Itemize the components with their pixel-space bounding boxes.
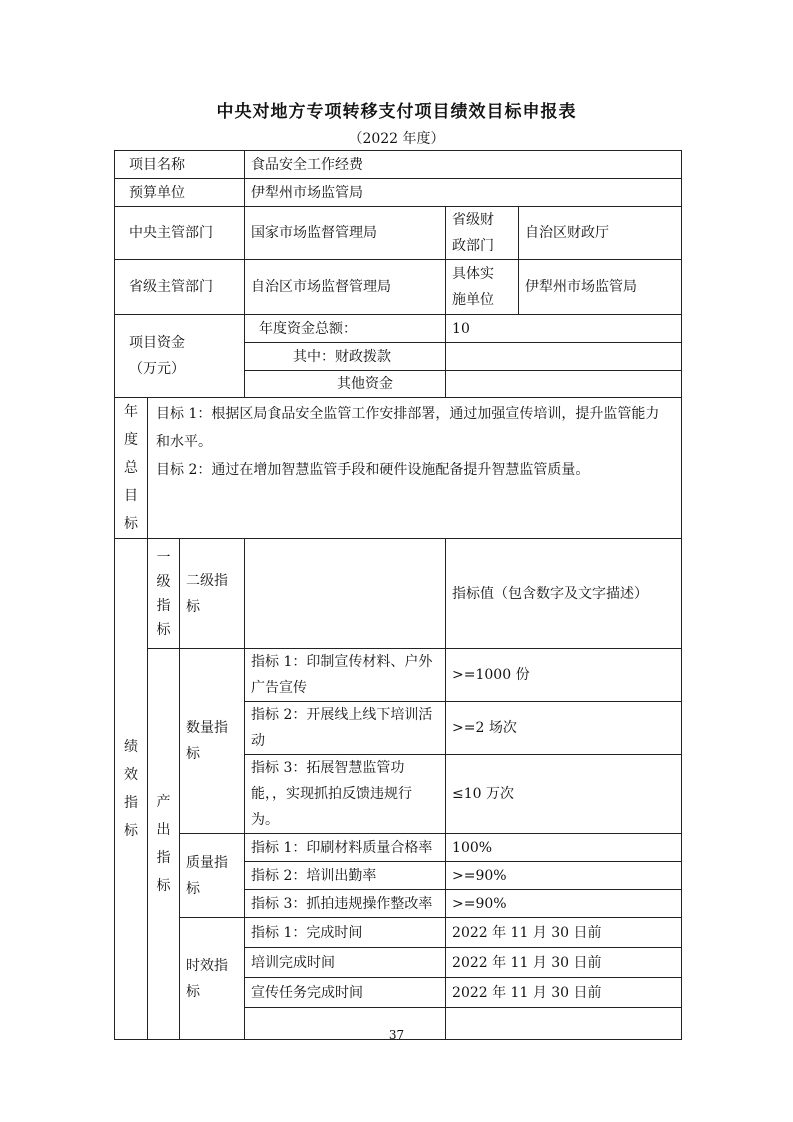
prov-fin-label-line2: 政部门 [452,238,495,254]
indicator-name: 指标 2：开展线上线下培训活动 [245,702,446,755]
central-dept-row [115,207,682,260]
impl-unit-label [446,260,519,315]
output-indicator-label [148,649,180,1040]
indicator-value: ≤10 万次 [446,755,682,834]
impl-unit-label-line1: 具体实 [452,266,495,282]
indicator-name: 指标 2：培训出勤率 [245,862,446,890]
table-row [115,918,682,948]
project-name-row [115,151,682,179]
performance-table [114,150,682,1040]
annual-goal-label [115,398,148,539]
fiscal-label: 其中：财政拨款 [245,343,446,371]
level1-char: 级 [156,573,171,590]
funds-label [115,315,245,398]
indicator-name: 指标 3：抓拍违规操作整改率 [245,890,446,918]
project-name-label: 项目名称 [115,151,245,179]
prov-dept-value: 自治区市场监督管理局 [245,260,446,315]
central-dept-value: 国家市场监督管理局 [245,207,446,260]
level1-char: 指 [156,597,171,614]
level1-header [148,539,180,649]
performance-char: 效 [124,767,138,783]
funds-label-line2: （万元） [129,361,185,377]
prov-dept-label: 省级主管部门 [115,260,245,315]
annual-goal-char: 度 [124,432,138,448]
indicator-value: 2022 年 11 月 30 日前 [446,948,682,978]
indicator-name: 宣传任务完成时间 [245,978,446,1008]
quality-indicator-label: 质量指标 [180,834,245,918]
level2-header: 二级指标 [180,539,245,649]
indicator-value: 2022 年 11 月 30 日前 [446,978,682,1008]
indicator-name: 培训完成时间 [245,948,446,978]
indicator-value-header: 指标值（包含数字及文字描述） [446,539,682,649]
other-funds-value [446,371,682,398]
indicator-name: 指标 1：印制宣传材料、户外广告宣传 [245,649,446,702]
indicator-header [245,539,446,649]
annual-total-value: 10 [446,315,682,343]
page-number: 37 [388,1028,405,1042]
annual-goal-char: 年 [124,404,138,420]
indicator-name: 指标 3：拓展智慧监管功能，，实现抓拍反馈违规行为。 [245,755,446,834]
performance-label [115,539,148,1040]
page-title: 中央对地方专项转移支付项目绩效目标申报表 [216,102,577,122]
output-char: 出 [156,822,171,838]
quantity-indicator-label: 数量指标 [180,649,245,834]
impl-unit-label-line2: 施单位 [452,292,495,308]
prov-fin-label [446,207,519,260]
indicator-value: 2022 年 11 月 30 日前 [446,918,682,948]
fiscal-value [446,343,682,371]
output-char: 指 [156,850,171,866]
indicator-value: >=90% [446,862,682,890]
prov-fin-value: 自治区财政厅 [519,207,682,260]
prov-fin-label-line1: 省级财 [452,212,495,228]
budget-unit-row [115,179,682,207]
funds-label-line1: 项目资金 [129,335,185,351]
indicator-name: 指标 1：印刷材料质量合格率 [245,834,446,862]
impl-unit-value: 伊犁州市场监管局 [519,260,682,315]
project-name-value: 食品安全工作经费 [245,151,682,179]
indicator-value: >=2 场次 [446,702,682,755]
table-row [115,834,682,862]
budget-unit-label: 预算单位 [115,179,245,207]
level1-char: 一 [156,549,171,566]
central-dept-label: 中央主管部门 [115,207,245,260]
goal-2: 目标 2：通过在增加智慧监管手段和硬件设施配备提升智慧监管质量。 [156,462,590,478]
performance-char: 标 [124,823,138,839]
goal-1: 目标 1：根据区局食品安全监管工作安排部署，通过加强宣传培训，提升监管能力和水平。 [156,406,660,450]
indicator-value: >=1000 份 [446,649,682,702]
annual-goal-char: 目 [124,488,138,504]
table-row [115,649,682,702]
annual-total-label: 年度资金总额： [245,315,446,343]
other-funds-label: 其他资金 [245,371,446,398]
indicator-value: >=90% [446,890,682,918]
performance-char: 绩 [124,739,138,755]
page-subtitle: （2022 年度） [348,131,445,147]
annual-goal-char: 标 [124,516,138,532]
annual-total-row [115,315,682,343]
annual-goal-row [115,398,682,539]
output-char: 标 [156,878,171,894]
prov-dept-row [115,260,682,315]
timeliness-indicator-label: 时效指标 [180,918,245,1040]
budget-unit-value: 伊犁州市场监管局 [245,179,682,207]
indicator-value: 100% [446,834,682,862]
performance-char: 指 [124,795,138,811]
performance-header-row [115,539,682,649]
output-char: 产 [156,794,171,810]
annual-goal-text [148,398,682,539]
level1-char: 标 [156,621,171,638]
annual-goal-char: 总 [124,460,138,476]
indicator-name: 指标 1：完成时间 [245,918,446,948]
